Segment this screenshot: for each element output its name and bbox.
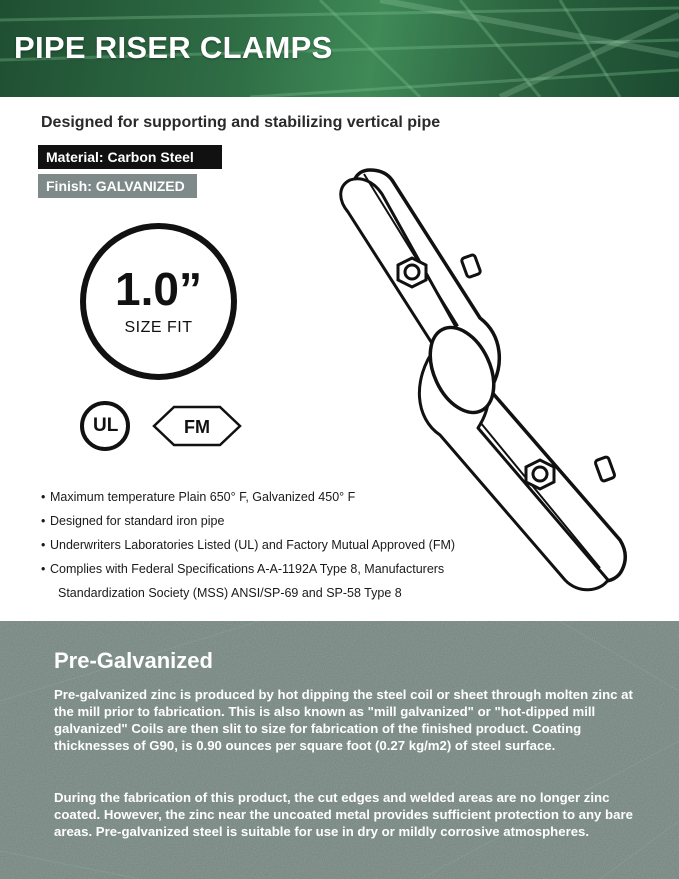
feature-item: • Designed for standard iron pipe: [41, 509, 561, 533]
section-heading: Pre-Galvanized: [54, 648, 213, 673]
ul-listed-icon: [79, 400, 133, 452]
ul-logo-letter-u: UL: [93, 415, 119, 436]
galvanized-paragraph-1: Pre-galvanized zinc is produced by hot dipping the steel coil or sheet through molten zinc at the mill prior to fabrication. This is also known as "mill galvanized" or "hot-dipped mill galvanized" Coils are then slit to size for fabrication of the finished product. Coating thicknesses of G90, is 0.90 ounces per square foot (0.27 kg/m2) of steel surface.: [54, 687, 633, 753]
feature-item: • Complies with Federal Specifications A-A-1192A Type 8, Manufacturers Standardization Society (MSS) ANSI/SP-69 and SP-58 Type 8: [41, 557, 561, 605]
page-title: PIPE RISER CLAMPS: [14, 30, 333, 65]
fm-logo-text: FM: [184, 417, 210, 437]
header-banner: [0, 0, 679, 97]
galvanized-paragraph-2: During the fabrication of this product, the cut edges and welded areas are no longer zinc coated. However, the zinc near the uncoated metal provides sufficient protection to any bare areas. Pre-galvanized steel is suitable for use in dry or mildly corrosive atmospheres.: [54, 790, 633, 839]
features-list: [41, 485, 561, 605]
subtitle: Designed for supporting and stabilizing vertical pipe: [41, 114, 441, 131]
material-badge: Material: Carbon Steel: [38, 145, 222, 169]
size-value: 1.0”: [115, 263, 202, 315]
finish-badge: Finish: GALVANIZED: [38, 174, 197, 198]
pre-galvanized-section: [0, 621, 679, 879]
feature-item: • Maximum temperature Plain 650° F, Galvanized 450° F: [41, 485, 561, 509]
feature-item: • Underwriters Laboratories Listed (UL) and Factory Mutual Approved (FM): [41, 533, 561, 557]
feature-continuation: Standardization Society (MSS) ANSI/SP-69 and SP-58 Type 8: [58, 586, 402, 600]
size-label: SIZE FIT: [124, 319, 193, 336]
fm-approved-icon: [152, 404, 242, 448]
size-fit-ring: [80, 223, 237, 380]
